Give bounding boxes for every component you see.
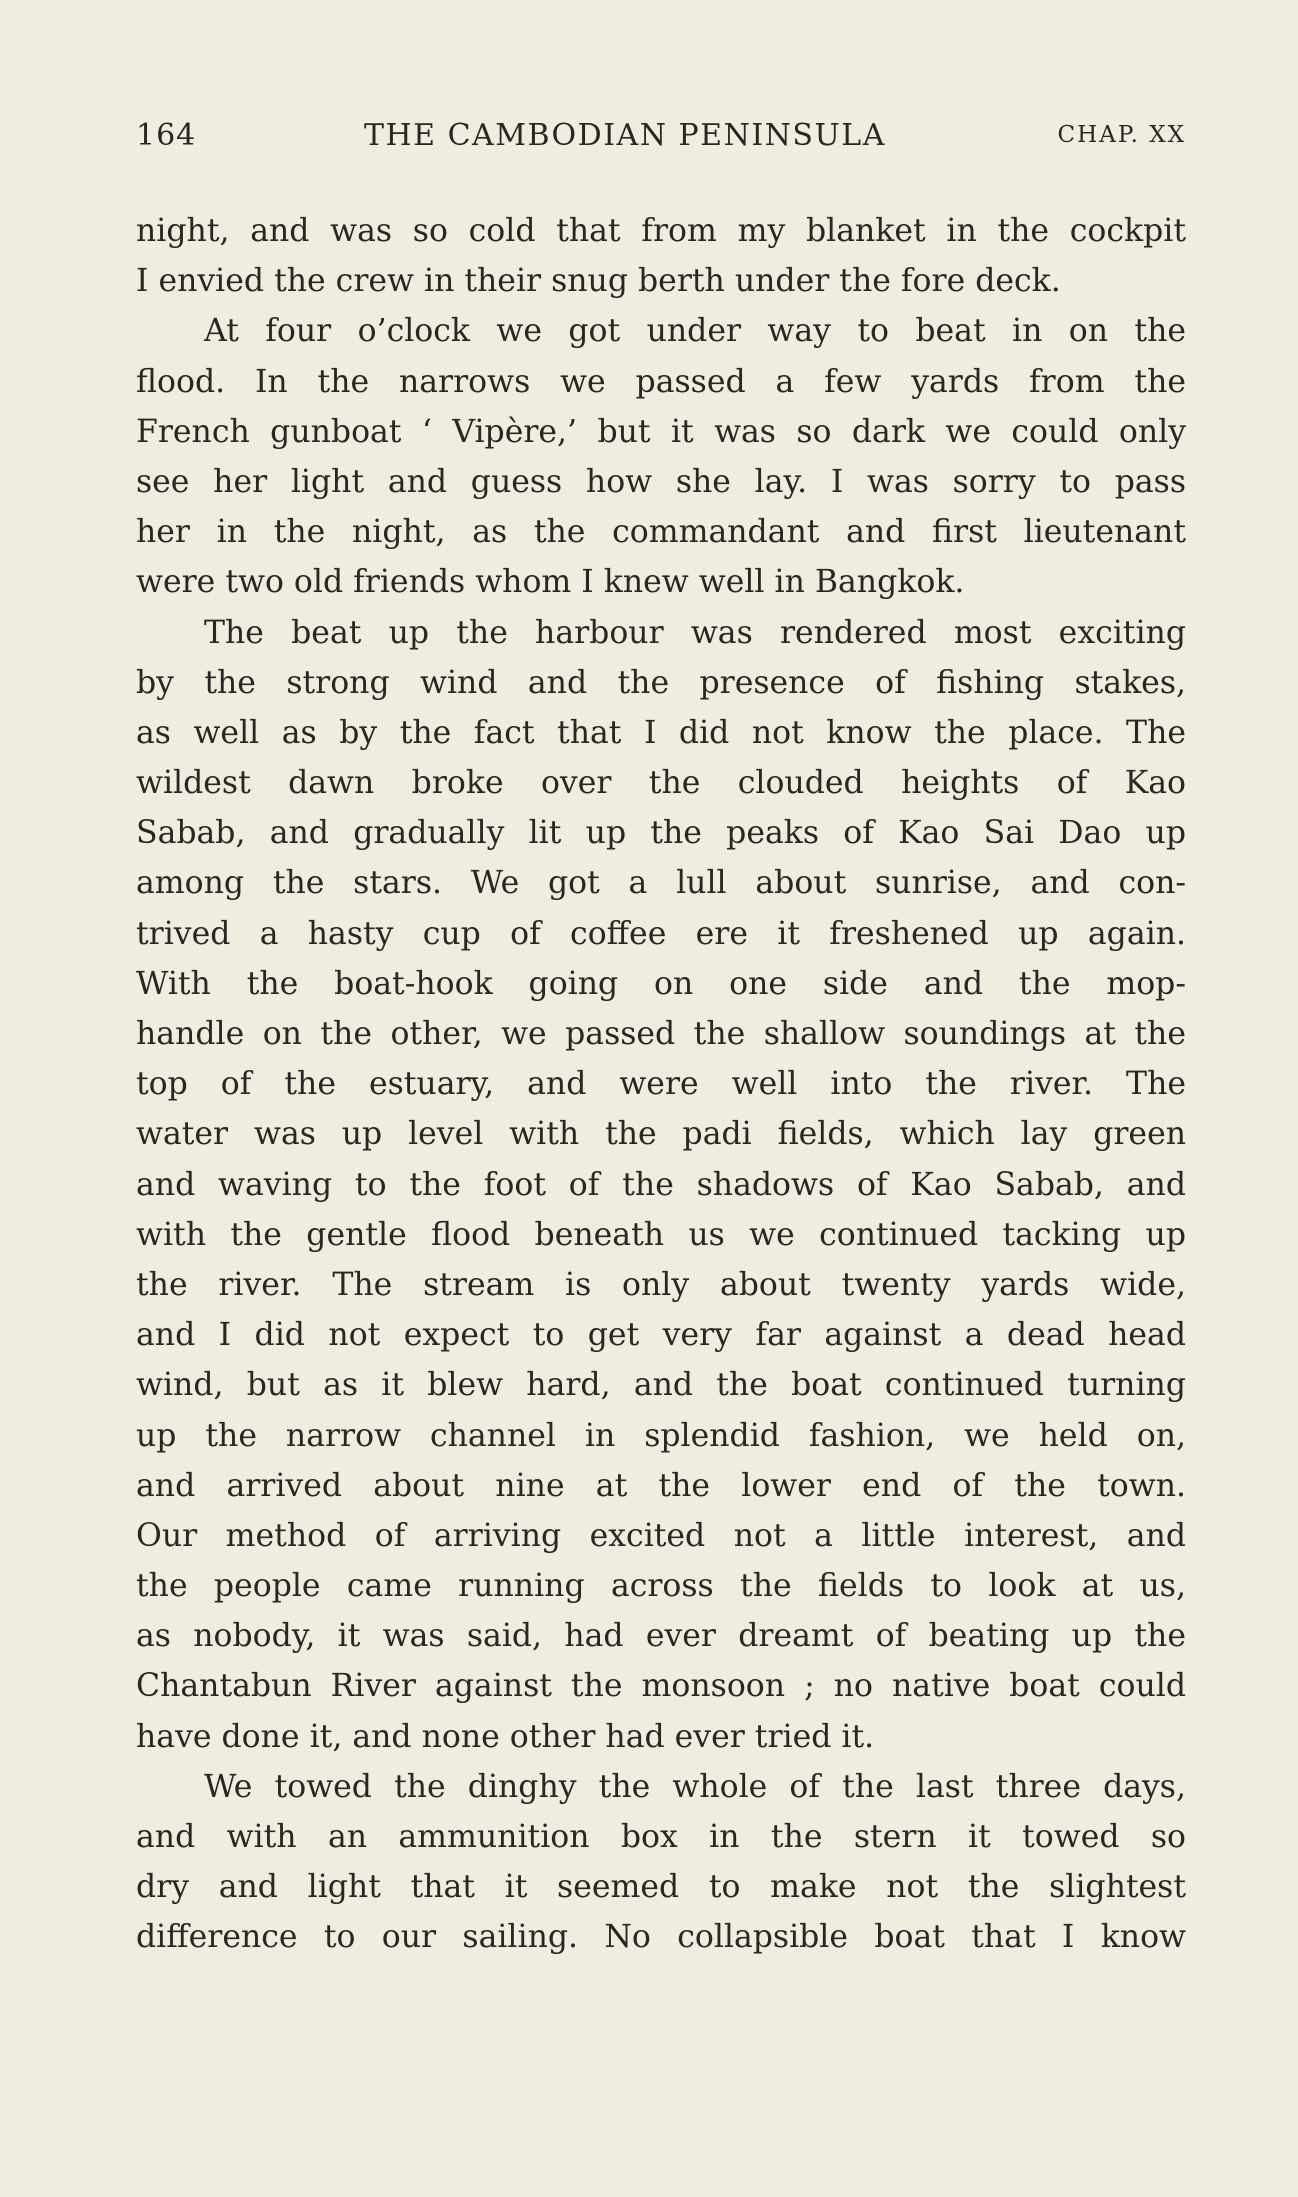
text-line: up the narrow channel in splendid fashion, we held on, xyxy=(136,1417,1186,1454)
text-line: and I did not expect to get very far against a dead head xyxy=(136,1317,1186,1354)
text-line: with the gentle flood beneath us we continued tacking up xyxy=(136,1216,1186,1253)
text-line: and with an ammunition box in the stern it towed so xyxy=(136,1819,1186,1855)
text-line: wind, but as it blew hard, and the boat continued turning xyxy=(136,1367,1186,1404)
text-line: water was up level with the padi fields, which lay green xyxy=(136,1116,1186,1153)
page-number: 164 xyxy=(136,118,197,153)
running-head xyxy=(136,118,1186,162)
text-line: have done it, and none other had ever tried it. xyxy=(136,1718,875,1755)
text-line: I envied the crew in their snug berth under the fore deck. xyxy=(136,263,1061,300)
text-line: Sabab, and gradually lit up the peaks of Kao Sai Dao up xyxy=(136,815,1186,852)
text-line: Chantabun River against the monsoon ; no native boat could xyxy=(136,1668,1186,1705)
text-line: see her light and guess how she lay. I was sorry to pass xyxy=(136,463,1186,500)
text-line: as well as by the fact that I did not know the place. The xyxy=(136,714,1186,751)
text-line: handle on the other, we passed the shallow soundings at the xyxy=(136,1016,1186,1052)
text-line: top of the estuary, and were well into the river. The xyxy=(136,1066,1186,1103)
text-line: flood. In the narrows we passed a few yards from the xyxy=(136,363,1186,400)
text-line: the river. The stream is only about twenty yards wide, xyxy=(136,1266,1186,1303)
text-line: At four o’clock we got under way to beat in on the xyxy=(204,313,1186,350)
text-line: trived a hasty cup of coffee ere it freshened up again. xyxy=(136,915,1186,952)
text-line: dry and light that it seemed to make not the slightest xyxy=(136,1869,1186,1906)
text-line: as nobody, it was said, had ever dreamt of beating up the xyxy=(136,1618,1186,1655)
text-line: were two old friends whom I knew well in Bangkok. xyxy=(136,564,965,601)
text-line: difference to our sailing. No collapsible boat that I know xyxy=(136,1919,1186,1956)
text-line: wildest dawn broke over the clouded heights of Kao xyxy=(136,765,1186,802)
text-line: her in the night, as the commandant and first lieutenant xyxy=(136,514,1186,551)
text-line: and arrived about nine at the lower end of the town. xyxy=(136,1467,1186,1504)
text-line: by the strong wind and the presence of fishing stakes, xyxy=(136,664,1186,701)
text-line: among the stars. We got a lull about sunrise, and con- xyxy=(136,865,1186,902)
chapter-label: CHAP. XX xyxy=(1057,122,1186,148)
text-line: the people came running across the fields to look at us, xyxy=(136,1568,1186,1605)
text-line: With the boat-hook going on one side and the mop- xyxy=(136,965,1186,1002)
book-title: THE CAMBODIAN PENINSULA xyxy=(364,118,886,153)
text-line: night, and was so cold that from my blanket in the cockpit xyxy=(136,213,1186,249)
text-line: and waving to the foot of the shadows of Kao Sabab, and xyxy=(136,1166,1186,1203)
text-line: Our method of arriving excited not a little interest, and xyxy=(136,1517,1186,1554)
text-line: The beat up the harbour was rendered most exciting xyxy=(204,614,1186,651)
body-text xyxy=(136,206,1186,1963)
text-line: French gunboat ‘ Vipère,’ but it was so dark we could only xyxy=(136,413,1186,450)
text-line: We towed the dinghy the whole of the last three days, xyxy=(204,1768,1186,1805)
